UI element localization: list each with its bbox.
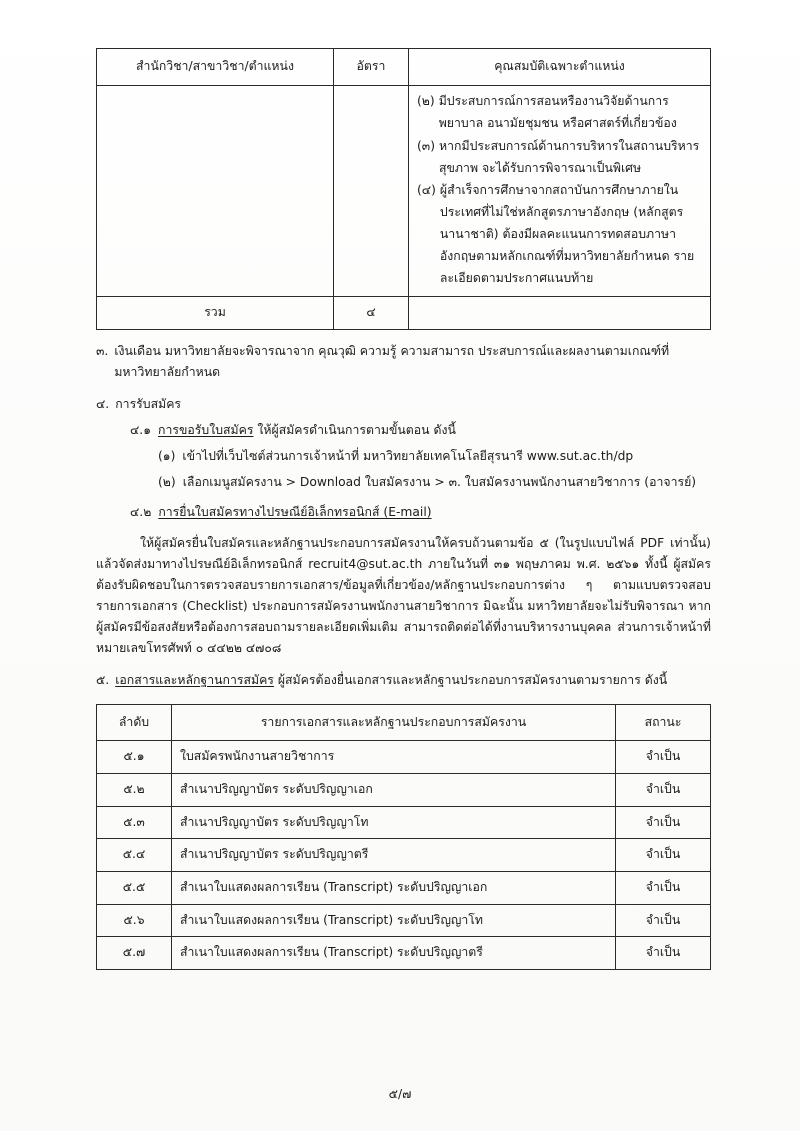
header-order: ลำดับ	[97, 704, 172, 741]
table-row	[97, 904, 711, 937]
document-item: สำเนาใบแสดงผลการเรียน (Transcript) ระดับปริญญาโท	[172, 904, 616, 937]
document-number: ๕.๓	[97, 806, 172, 839]
header-status: สถานะ	[616, 704, 711, 741]
application-step	[158, 446, 711, 467]
cell-position-empty	[97, 85, 334, 296]
document-item: สำเนาปริญญาบัตร ระดับปริญญาตรี	[172, 839, 616, 872]
status-badge: จำเป็น	[616, 773, 711, 806]
status-badge: จำเป็น	[616, 937, 711, 970]
table-row	[97, 839, 711, 872]
document-content	[96, 48, 711, 970]
document-item: ใบสมัครพนักงานสายวิชาการ	[172, 741, 616, 774]
qualification-number: (๔)	[417, 183, 436, 198]
total-label: รวม	[97, 296, 334, 329]
table-row	[97, 85, 711, 296]
section-application	[96, 394, 711, 415]
section-application-heading: การรับสมัคร	[115, 396, 182, 411]
documents-table	[96, 704, 711, 970]
qualification-text: มีประสบการณ์การสอนหรืองานวิจัยด้านการพยาบาล อนามัยชุมชน หรือศาสตร์ที่เกี่ยวข้อง	[438, 93, 677, 130]
qualification-text: หากมีประสบการณ์ด้านการบริหารในสถานบริหารสุขภาพ จะได้รับการพิจารณาเป็นพิเศษ	[439, 138, 700, 175]
document-item: สำเนาปริญญาบัตร ระดับปริญญาเอก	[172, 773, 616, 806]
qualification-item	[417, 180, 702, 289]
table-row	[97, 937, 711, 970]
table-row	[97, 806, 711, 839]
status-badge: จำเป็น	[616, 806, 711, 839]
status-badge: จำเป็น	[616, 871, 711, 904]
document-number: ๕.๗	[97, 937, 172, 970]
subsection-4-2	[130, 502, 711, 523]
qualification-item	[417, 91, 702, 135]
application-step-text: เลือกเมนูสมัครงาน > Download ใบสมัครงาน > ๓. ใบสมัครงานพนักงานสายวิชาการ (อาจารย์)	[182, 475, 697, 490]
section-salary-number: ๓.	[96, 343, 109, 358]
document-number: ๕.๔	[97, 839, 172, 872]
total-value: ๔	[334, 296, 409, 329]
positions-table	[96, 48, 711, 330]
section-salary-text: มหาวิทยาลัยจะพิจารณาจาก คุณวุฒิ ความรู้ ความสามารถ ประสบการณ์และผลงานตามเกณฑ์ที่มหาวิทยาลัยกำหนด	[114, 343, 670, 379]
document-number: ๕.๖	[97, 904, 172, 937]
qualification-item	[417, 136, 702, 180]
document-item: สำเนาใบแสดงผลการเรียน (Transcript) ระดับปริญญาตรี	[172, 937, 616, 970]
qualification-number: (๒)	[417, 93, 435, 108]
section-documents	[96, 670, 711, 691]
page-number: ๕/๗	[388, 1087, 412, 1101]
header-qualifications: คุณสมบัติเฉพาะตำแหน่ง	[409, 49, 711, 86]
section-documents-body	[115, 670, 711, 691]
application-step-text: เข้าไปที่เว็บไซต์ส่วนการเจ้าหน้าที่ มหาวิทยาลัยเทคโนโลยีสุรนารี www.sut.ac.th/dp	[182, 449, 634, 464]
application-step-number: (๑)	[158, 449, 176, 464]
subsection-4-1-lead: ให้ผู้สมัครดำเนินการตามขั้นตอน ดังนี้	[257, 423, 456, 438]
header-document-item: รายการเอกสารและหลักฐานประกอบการสมัครงาน	[172, 704, 616, 741]
table-header-row	[97, 49, 711, 86]
qualification-text: ผู้สำเร็จการศึกษาจากสถาบันการศึกษาภายในประเทศที่ไม่ใช่หลักสูตรภาษาอังกฤษ (หลักสูตรนานาชาติ) ต้องมีผลคะแนนการทดสอบภาษาอังกฤษตามหลักเกณฑ์ที่มหาวิทยาลัยกำหนด รายละเอียดตามประกาศแนบท้าย	[439, 183, 695, 285]
document-number: ๕.๑	[97, 741, 172, 774]
subsection-4-1	[130, 420, 711, 441]
status-badge: จำเป็น	[616, 839, 711, 872]
cell-qualifications	[409, 85, 711, 296]
header-position: สำนักวิชา/สาขาวิชา/ตำแหน่ง	[97, 49, 334, 86]
status-badge: จำเป็น	[616, 904, 711, 937]
cell-quota-empty	[334, 85, 409, 296]
application-step-number: (๒)	[158, 475, 176, 490]
section-documents-lead: ผู้สมัครต้องยื่นเอกสารและหลักฐานประกอบการสมัครงานตามรายการ ดังนี้	[277, 673, 668, 688]
document-number: ๕.๒	[97, 773, 172, 806]
total-empty-cell	[409, 296, 711, 329]
qualification-number: (๓)	[417, 138, 436, 153]
table-row	[97, 871, 711, 904]
subsection-4-1-heading: การขอรับใบสมัคร	[158, 423, 254, 438]
section-salary	[96, 341, 711, 383]
subsection-4-1-number: ๔.๑	[130, 423, 152, 438]
documents-header-row	[97, 704, 711, 741]
subsection-4-2-number: ๔.๒	[130, 505, 152, 520]
application-step	[158, 472, 711, 493]
status-badge: จำเป็น	[616, 741, 711, 774]
document-item: สำเนาปริญญาบัตร ระดับปริญญาโท	[172, 806, 616, 839]
table-row	[97, 773, 711, 806]
subsection-4-1-body	[158, 420, 456, 441]
table-row	[97, 741, 711, 774]
section-salary-heading: เงินเดือน	[114, 343, 161, 358]
section-documents-number: ๕.	[96, 673, 110, 688]
table-total-row	[97, 296, 711, 329]
section-application-number: ๔.	[96, 396, 110, 411]
document-item: สำเนาใบแสดงผลการเรียน (Transcript) ระดับปริญญาเอก	[172, 871, 616, 904]
header-quota: อัตรา	[334, 49, 409, 86]
section-documents-heading: เอกสารและหลักฐานการสมัคร	[115, 673, 274, 688]
document-number: ๕.๕	[97, 871, 172, 904]
section-salary-body	[114, 341, 711, 383]
subsection-4-2-paragraph: ให้ผู้สมัครยื่นใบสมัครและหลักฐานประกอบการสมัครงานให้ครบถ้วนตามข้อ ๕ (ในรูปแบบไฟล์ PDF เท่านั้น) แล้วจัดส่งมาทางไปรษณีย์อิเล็กทรอนิกส์ recruit4@sut.ac.th ภายในวันที่ ๓๑ พฤษภาคม พ.ศ. ๒๕๖๑ ทั้งนี้ ผู้สมัครต้องรับผิดชอบในการตรวจสอบรายการเอกสาร/ข้อมูลที่เกี่ยวข้อง/หลักฐานประกอบการต่าง ๆ ตามแบบตรวจสอบรายการเอกสาร (Checklist) ประกอบการสมัครงานพนักงานสายวิชาการ มิฉะนั้น มหาวิทยาลัยจะไม่รับพิจารณา หากผู้สมัครมีข้อสงสัยหรือต้องการสอบถามรายละเอียดเพิ่มเติม สามารถติดต่อได้ที่งานบริหารงานบุคคล ส่วนการเจ้าหน้าที่ หมายเลขโทรศัพท์ ๐ ๔๔๒๒ ๔๗๐๘	[96, 535, 711, 656]
subsection-4-2-heading: การยื่นใบสมัครทางไปรษณีย์อิเล็กทรอนิกส์ (E-mail)	[158, 505, 432, 520]
